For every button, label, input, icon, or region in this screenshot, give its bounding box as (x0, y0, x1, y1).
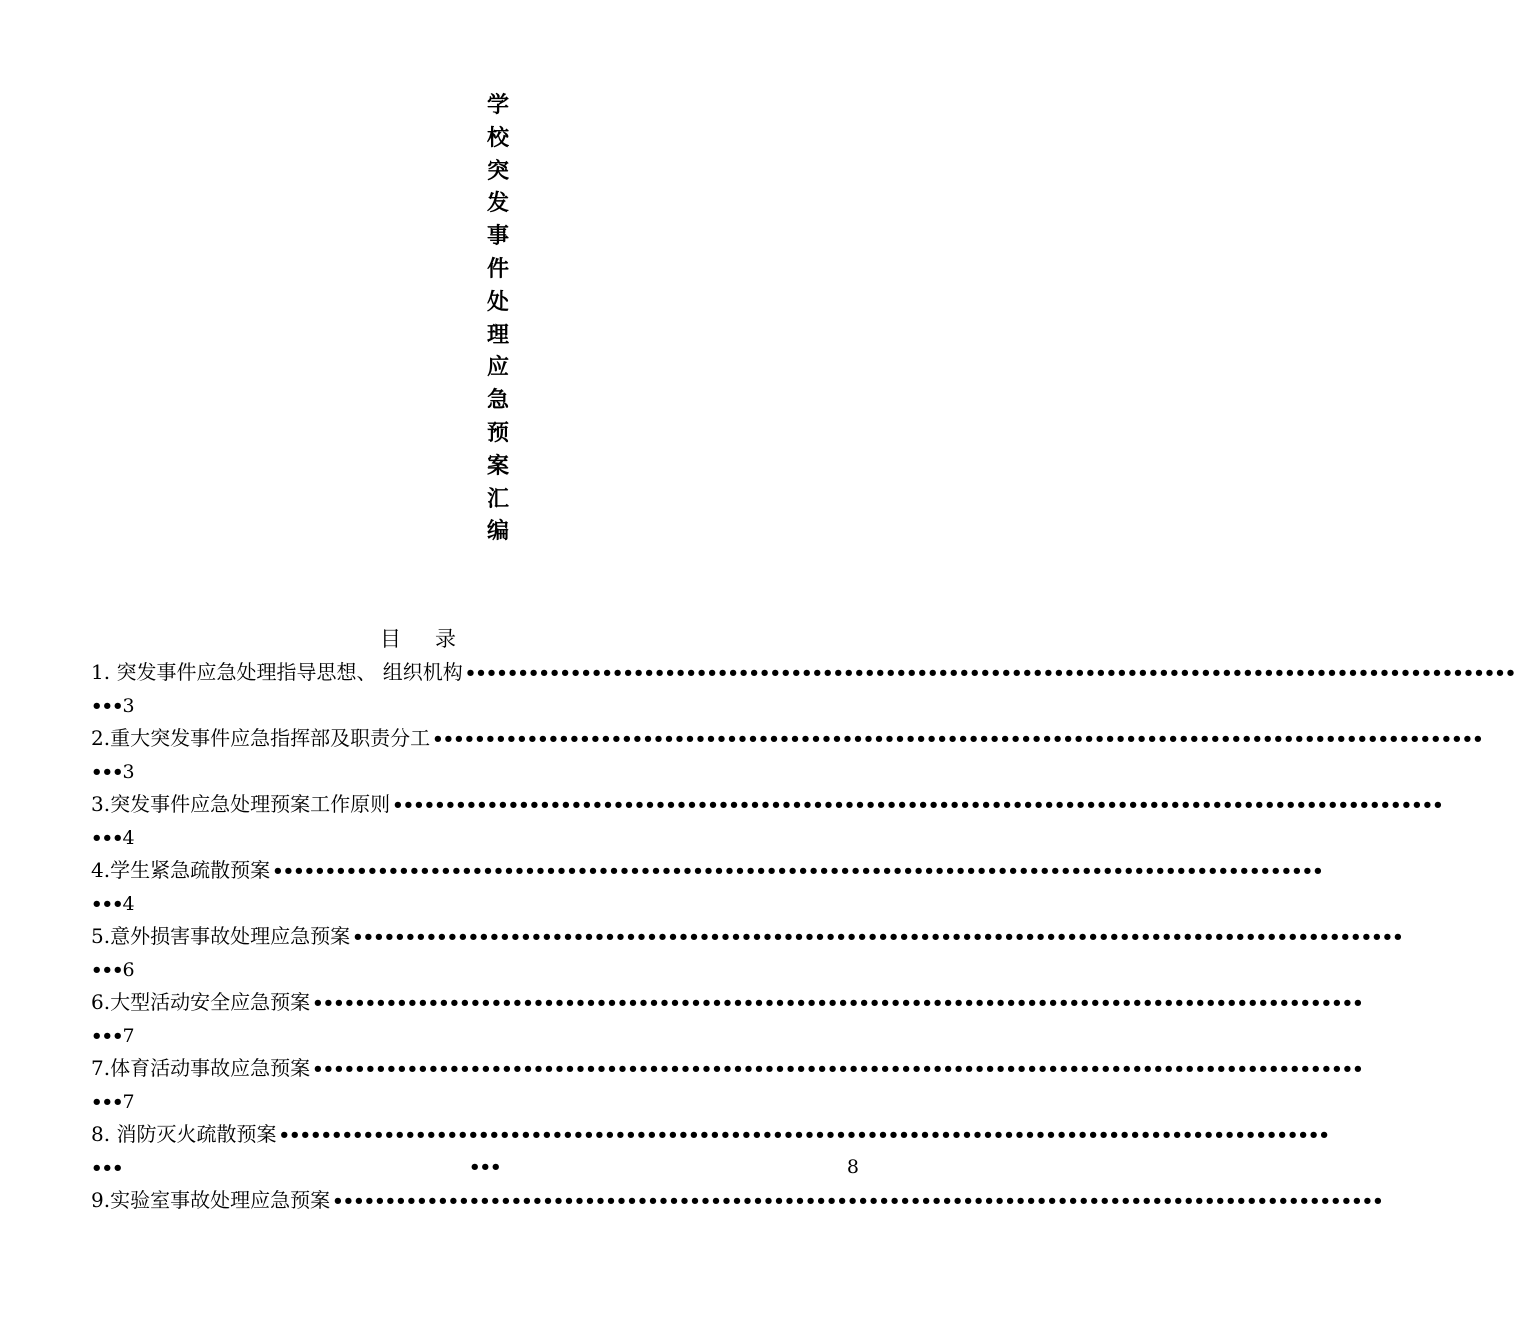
toc-entry[interactable] (91, 1118, 1329, 1184)
toc-heading-char: 录 (435, 627, 456, 651)
toc-leader-dots: •••••••••••••••••••••••••••••••••••••••••••••••••••••••••••••••••••••••••••••••••••••••••••••••••••• (312, 1059, 1363, 1080)
toc-entry-label: 2.重大突发事件应急指挥部及职责分工 (91, 726, 431, 750)
toc-page-number: 3 (122, 761, 135, 783)
toc-page-number: 3 (122, 695, 135, 717)
toc-continuation-dots: ••• (91, 762, 123, 783)
title-char: 编 (486, 519, 509, 545)
toc-entry-label: 3.突发事件应急处理预案工作原则 (91, 792, 391, 816)
toc-entry-label: 4.学生紧急疏散预案 (91, 858, 271, 882)
toc-page-number: 4 (122, 827, 135, 849)
toc-entry-label: 5.意外损害事故处理应急预案 (91, 924, 351, 948)
toc-continuation-dots: ••• (91, 1092, 123, 1113)
toc-page-number: 7 (122, 1091, 135, 1113)
toc-entry[interactable] (91, 656, 1515, 722)
title-char: 学 (486, 93, 509, 118)
toc-leader-dots: •••••••••••••••••••••••••••••••••••••••••••••••••••••••••••••••••••••••••••••••••••••••••••••••••••• (312, 993, 1363, 1014)
toc-entry[interactable] (91, 1184, 1383, 1250)
toc-entry[interactable] (91, 788, 1443, 854)
title-char: 处 (486, 289, 509, 315)
title-char: 汇 (486, 486, 509, 512)
toc-continuation-dots: ••• (91, 1026, 123, 1047)
title-char: 突 (486, 158, 509, 184)
toc-leader-dots: •••••••••••••••••••••••••••••••••••••••••••••••••••••••••••••••••••••••••••••••••••••••••••••••••••• (272, 861, 1323, 882)
toc-entry[interactable] (91, 920, 1403, 986)
title-char: 发 (486, 191, 509, 217)
toc-leader-dots: •••••••••••••••••••••••••••••••••••••••••••••••••••••••••••••••••••••••••••••••••••••••••••••••••••• (432, 729, 1483, 750)
toc-page-number: 6 (122, 959, 135, 981)
title-char: 事 (486, 224, 509, 250)
toc-entry-label: 9.实验室事故处理应急预案 (91, 1188, 331, 1212)
toc-continuation-dots: ••• (91, 1158, 123, 1179)
title-char: 急 (486, 388, 509, 414)
toc-entry-label: 1. 突发事件应急处理指导思想、 组织机构 (91, 660, 463, 684)
toc-entry[interactable] (91, 722, 1483, 788)
toc-continuation-dots: ••• (469, 1157, 501, 1178)
toc-continuation-dots: ••• (91, 696, 123, 717)
title-char: 校 (486, 125, 509, 151)
toc-heading-char: 目 (380, 627, 401, 651)
toc-continuation-dots: ••• (91, 894, 123, 915)
document-title (478, 90, 518, 549)
toc-leader-dots: •••••••••••••••••••••••••••••••••••••••••••••••••••••••••••••••••••••••••••••••••••••••••••••••••••• (392, 795, 1443, 816)
toc-continuation-dots: ••• (91, 960, 123, 981)
toc-entry[interactable] (91, 986, 1363, 1052)
toc-page-number: 8 (846, 1156, 859, 1178)
toc-entry-label: 8. 消防灭火疏散预案 (91, 1122, 277, 1146)
toc-continuation-dots: ••• (91, 828, 123, 849)
toc-entry-label: 6.大型活动安全应急预案 (91, 990, 311, 1014)
toc-leader-dots: •••••••••••••••••••••••••••••••••••••••••••••••••••••••••••••••••••••••••••••••••••••••••••••••••••• (332, 1191, 1383, 1212)
title-char: 应 (486, 355, 509, 381)
table-of-contents (91, 656, 1515, 1250)
toc-page-number: 4 (122, 893, 135, 915)
toc-leader-dots: •••••••••••••••••••••••••••••••••••••••••••••••••••••••••••••••••••••••••••••••••••••••••••••••••••• (464, 663, 1515, 684)
toc-entry-label: 7.体育活动事故应急预案 (91, 1056, 311, 1080)
toc-entry[interactable] (91, 1052, 1363, 1118)
title-char: 案 (486, 453, 509, 479)
toc-page-number: 7 (122, 1025, 135, 1047)
toc-entry[interactable] (91, 854, 1323, 920)
title-char: 件 (486, 256, 509, 282)
title-char: 预 (486, 420, 509, 446)
title-char: 理 (486, 322, 509, 348)
toc-leader-dots: •••••••••••••••••••••••••••••••••••••••••••••••••••••••••••••••••••••••••••••••••••••••••••••••••••• (352, 927, 1403, 948)
toc-leader-dots: •••••••••••••••••••••••••••••••••••••••••••••••••••••••••••••••••••••••••••••••••••••••••••••••••••• (278, 1125, 1329, 1146)
toc-heading (380, 624, 456, 654)
